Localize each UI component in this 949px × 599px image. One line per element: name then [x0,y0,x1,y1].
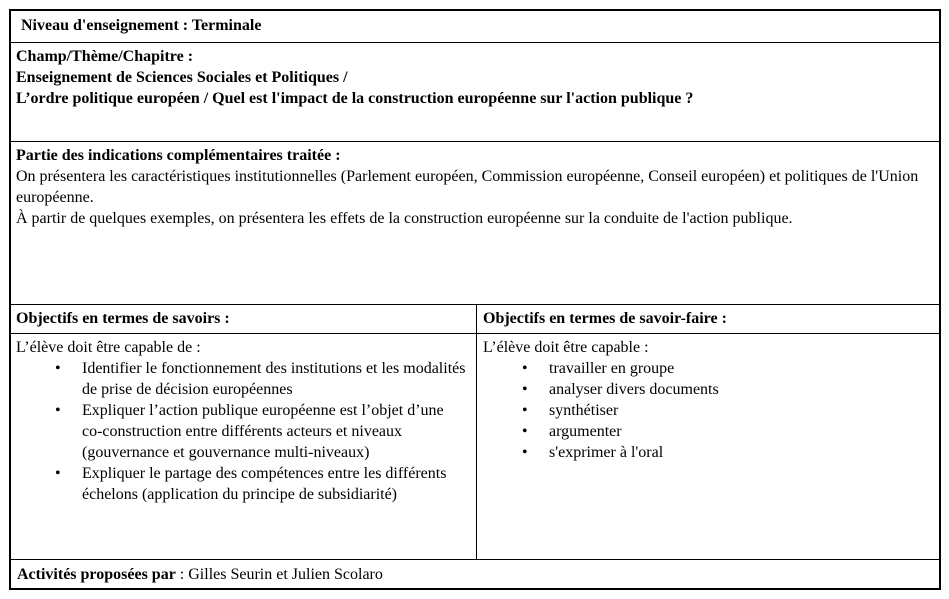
savoir-faire-list [483,358,931,463]
objectives-content-row [11,333,939,559]
activites-row [11,559,939,588]
niveau-text: Niveau d'enseignement : Terminale [21,17,262,34]
indications-title: Partie des indications complémentaires traitée : [16,147,341,164]
indications-para2: À partir de quelques exemples, on présentera les effets de la construction européenne sur la conduite de l'action publique. [16,210,793,227]
savoirs-intro: L’élève doit être capable de : [16,339,201,356]
indications-row [11,141,939,304]
activites-label: Activités proposées par [17,566,176,583]
list-item: • Expliquer l’action publique européenne est l’objet d’une co-construction entre différents acteurs et niveaux (gouvernance et gouvernance multi-niveaux) [16,400,468,463]
savoir-faire-header: Objectifs en termes de savoir-faire : [483,310,727,327]
list-item: • Identifier le fonctionnement des institutions et les modalités de prise de décision européennes [16,358,468,400]
champ-line3: L’ordre politique européen / Quel est l'impact de la construction européenne sur l'action publique ? [16,90,694,107]
savoirs-cell [11,334,477,559]
list-item: • Expliquer le partage des compétences entre les différents échelons (application du principe de subsidiarité) [16,463,468,505]
lesson-plan-table [9,9,941,590]
champ-line2: Enseignement de Sciences Sociales et Politiques / [16,69,348,86]
savoir-faire-cell [477,334,939,559]
objectives-header-row [11,304,939,333]
list-item: • travailler en groupe [483,358,931,379]
savoir-faire-header-cell [477,305,939,333]
list-item: • s'exprimer à l'oral [483,442,931,463]
savoirs-list [16,358,468,505]
niveau-row [11,11,939,42]
champ-row [11,42,939,141]
list-item: • analyser divers documents [483,379,931,400]
activites-value: : Gilles Seurin et Julien Scolaro [175,566,383,583]
list-item: • argumenter [483,421,931,442]
indications-para1: On présentera les caractéristiques institutionnelles (Parlement européen, Commission européenne, Conseil européen) et politiques de l'Union européenne. [16,168,919,206]
savoir-faire-intro: L’élève doit être capable : [483,339,649,356]
savoirs-header: Objectifs en termes de savoirs : [16,310,230,327]
savoirs-header-cell [11,305,477,333]
champ-title: Champ/Thème/Chapitre : [16,48,194,65]
list-item: • synthétiser [483,400,931,421]
